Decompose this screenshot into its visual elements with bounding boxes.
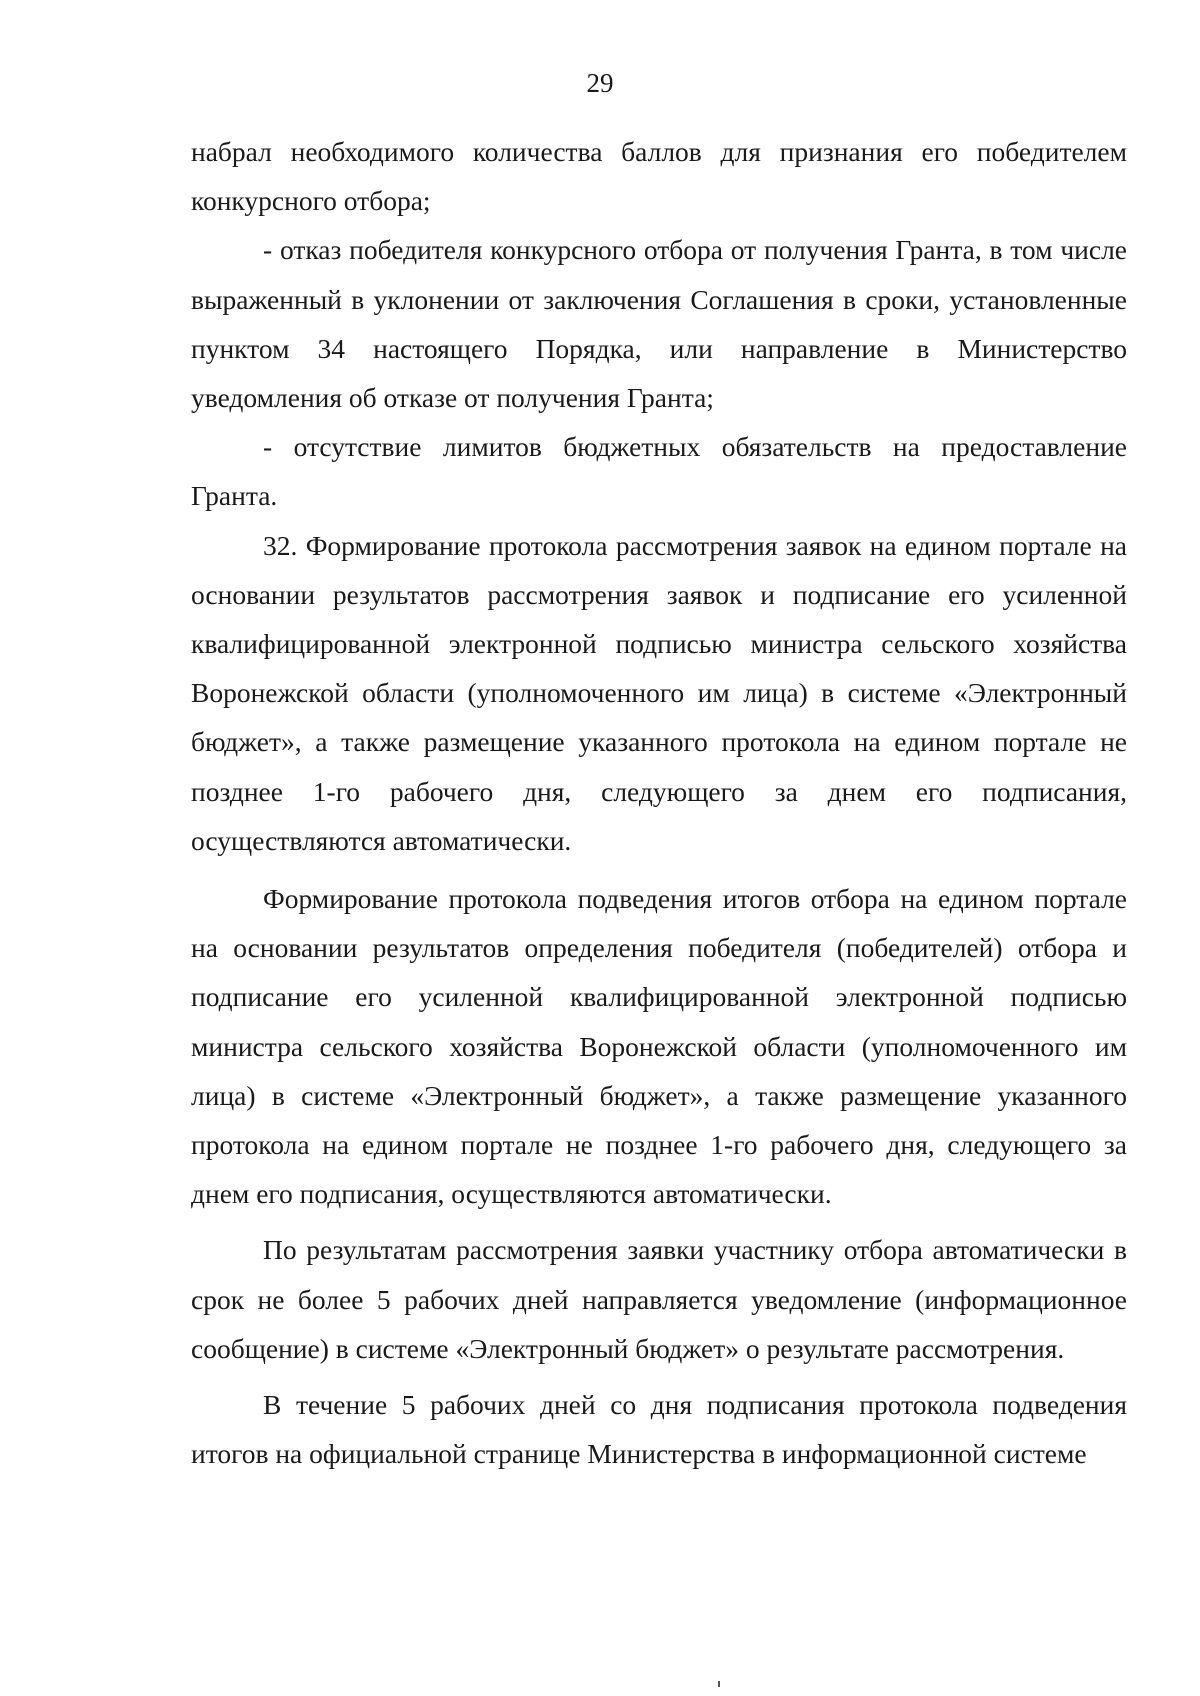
paragraph-refusal-winner: - отказ победителя конкурсного отбора от получения Гранта, в том числе выраженный в уклонении от заключения Соглашения в сроки, установленные пунктом 34 настоящего Порядка, или направление в Министерство уведомления об отказе от получения Гранта; bbox=[191, 234, 1127, 414]
paragraph-protocol-results: Формирование протокола подведения итогов отбора на едином портале на основании результатов определения победителя (победителей) отбора и подписание его усиленной квалифицированной электронной подписью министра сельского хозяйства Воронежской области (уполномоченного им лица) в системе «Электронный бюджет», а также размещение указанного протокола на едином портале не позднее 1-го рабочего дня, следующего за днем его подписания, осуществляются автоматически. bbox=[191, 883, 1127, 1210]
page-number: 29 bbox=[586, 68, 614, 98]
paragraph-item-32: 32. Формирование протокола рассмотрения заявок на едином портале на основании результатов рассмотрения заявок и подписание его усиленной квалифицированной электронной подписью министра сельского хозяйства Воронежской области (уполномоченного им лица) в системе «Электронный бюджет», а также размещение указанного протокола на едином портале не позднее 1-го рабочего дня, следующего за днем его подписания, осуществляются автоматически. bbox=[191, 529, 1127, 856]
paragraph-within-5-days: В течение 5 рабочих дней со дня подписания протокола подведения итогов на официальной странице Министерства в информационной системе bbox=[191, 1389, 1127, 1470]
paragraph-notification: По результатам рассмотрения заявки участнику отбора автоматически в срок не более 5 рабочих дней направляется уведомление (информационное сообщение) в системе «Электронный бюджет» о результате рассмотрения. bbox=[191, 1234, 1127, 1364]
paragraph-continuation: набрал необходимого количества баллов для признания его победителем конкурсного отбора; bbox=[191, 136, 1127, 217]
scan-mark bbox=[718, 1681, 720, 1687]
paragraph-no-limits: - отсутствие лимитов бюджетных обязательств на предоставление Гранта. bbox=[191, 431, 1127, 512]
document-body bbox=[191, 127, 1127, 1478]
